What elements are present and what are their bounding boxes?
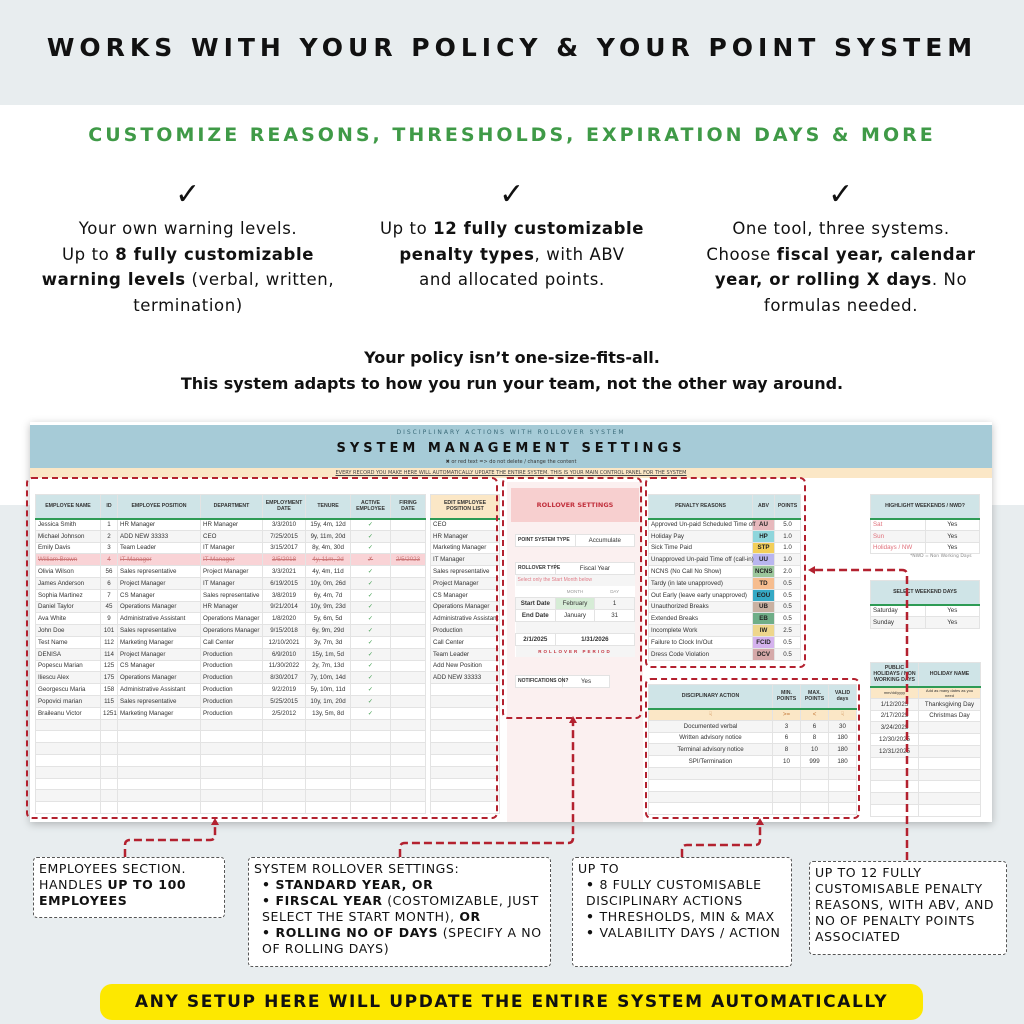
cell: 8	[773, 744, 801, 756]
cell: ADD NEW 33333	[118, 530, 201, 542]
cell: 10y, 0m, 26d	[306, 577, 351, 589]
cell: ✓	[351, 636, 391, 648]
feature-bold: warning levels	[41, 270, 186, 289]
cell: Holiday Pay	[649, 530, 753, 542]
cell: 9y, 11m, 20d	[306, 530, 351, 542]
cell: DENISA	[36, 648, 101, 660]
cell: Holidays / NW	[871, 542, 926, 554]
cell: Yes	[925, 530, 980, 542]
cell: Incomplete Work	[649, 625, 753, 637]
column-header: HOLIDAY NAME	[919, 663, 981, 687]
cell: 0.5	[775, 589, 801, 601]
cell: 0.5	[775, 601, 801, 613]
cell: CS Manager	[431, 589, 500, 601]
cell: ✓	[351, 625, 391, 637]
cell: 10y, 1m, 20d	[306, 695, 351, 707]
feature-bold: fiscal year, calendar	[776, 244, 976, 264]
rollover-period-label: ROLLOVER PERIOD	[516, 645, 635, 657]
abv-badge: AU	[753, 519, 775, 531]
cell: 1/8/2020	[263, 613, 306, 625]
cell: 1.0	[775, 530, 801, 542]
cell: Production	[201, 660, 263, 672]
cell: ✗	[351, 554, 391, 566]
cell: Operations Manager	[201, 625, 263, 637]
cell: Operations Manager	[118, 672, 201, 684]
cell: IT Manager	[201, 542, 263, 554]
cell: 112	[101, 636, 118, 648]
cell: 1	[101, 519, 118, 531]
headline: WORKS WITH YOUR POLICY & YOUR POINT SYSTEM	[46, 33, 978, 62]
cell: Christmas Day	[919, 710, 981, 722]
cell: 10	[773, 756, 801, 768]
cell: 2.0	[775, 566, 801, 578]
cell: Tardy (in late unapproved)	[649, 577, 753, 589]
feature-bold: 8 fully customizable	[115, 244, 314, 264]
cell: John Doe	[36, 625, 101, 637]
cell: 15y, 4m, 12d	[306, 519, 351, 531]
abv-badge: STP	[753, 542, 775, 554]
rollover-title: ROLLOVER SETTINGS	[511, 488, 639, 522]
callout-item: • VALABILITY DAYS / ACTION	[586, 925, 786, 941]
cell: Sun	[871, 530, 926, 542]
column-header: VALID days	[829, 685, 857, 709]
policy-line: This system adapts to how you run your team, not the other way around.	[180, 374, 844, 393]
column-header: ID	[101, 495, 118, 519]
subheadline: CUSTOMIZE REASONS, THRESHOLDS, EXPIRATION DAYS & MORE	[88, 124, 936, 146]
field-label: Start Date	[516, 598, 556, 610]
column-header: MAX. POINTS	[801, 685, 829, 709]
end-day: 31	[595, 610, 635, 622]
cell: IT Manager	[201, 577, 263, 589]
cell: CEO	[201, 530, 263, 542]
cell: ✓	[351, 613, 391, 625]
cell: Popovici marian	[36, 695, 101, 707]
cell: IT Manager	[118, 554, 201, 566]
cell: 7y, 10m, 14d	[306, 672, 351, 684]
cell: 180	[829, 756, 857, 768]
cell: Production	[201, 648, 263, 660]
cell: 115	[101, 695, 118, 707]
cell: ✓	[351, 707, 391, 719]
hint: Add as many dates as you need	[919, 687, 981, 699]
cell: Sales representative	[431, 566, 500, 578]
abv-badge: NCNS	[753, 566, 775, 578]
feature-bold: 12 fully customizable	[433, 219, 645, 238]
cell: Thanksgiving Day	[919, 698, 981, 710]
abv-badge: TD	[753, 577, 775, 589]
cell: ✓	[351, 684, 391, 696]
feature-bold: penalty types	[399, 244, 535, 264]
feature-bold: year, or rolling X days	[714, 270, 932, 289]
cell: Popescu Marian	[36, 660, 101, 672]
abv-badge: UB	[753, 601, 775, 613]
column-header: POINTS	[775, 495, 801, 519]
cell: 5/25/2015	[263, 695, 306, 707]
cell: IT Manager	[431, 554, 500, 566]
cell: 0.5	[775, 613, 801, 625]
cell: 101	[101, 625, 118, 637]
cell: Operations Manager	[201, 613, 263, 625]
cell: SPI/Termination	[649, 756, 773, 768]
cell: James Anderson	[36, 577, 101, 589]
hint: ☟	[829, 709, 857, 721]
feature-text: Choose	[706, 244, 777, 264]
sheet-note: ✖ or red text => do not delete / change the content	[445, 459, 577, 465]
cell: ✓	[351, 660, 391, 672]
cell: IT Manager	[201, 554, 263, 566]
cell: 3/8/2019	[263, 589, 306, 601]
cell: 3/5/2018	[263, 554, 306, 566]
positions-header: EDIT EMPLOYEE POSITION LIST	[431, 495, 500, 519]
feature-text: . No	[931, 270, 968, 289]
callout-bold: STANDARD YEAR, OR	[275, 877, 434, 892]
sheet-warning: EVERY RECORD YOU MAKE HERE WILL AUTOMATICALLY UPDATE THE ENTIRE SYSTEM. THIS IS YOUR MAIN CONTROL PANEL FOR THE SYSTEM	[30, 468, 992, 478]
cell: 8	[801, 732, 829, 744]
column-header: ACTIVE EMPLOYEE	[351, 495, 391, 519]
rollover-type-select[interactable]: Fiscal Year	[555, 563, 634, 575]
cell: 7/25/2015	[263, 530, 306, 542]
cell: 2.5	[775, 625, 801, 637]
column-header: DISCIPLINARY ACTION	[649, 685, 773, 709]
abv-badge: IW	[753, 625, 775, 637]
cell: Georgescu Maria	[36, 684, 101, 696]
cell: 8/30/2017	[263, 672, 306, 684]
hint: ☟	[649, 709, 773, 721]
cell: ✓	[351, 601, 391, 613]
month-header: MONTH	[566, 589, 584, 595]
cell: ✓	[351, 589, 391, 601]
cell: 30	[829, 720, 857, 732]
cell: Sophia Martinez	[36, 589, 101, 601]
cell: 0.5	[775, 648, 801, 660]
cell: Marketing Manager	[431, 542, 500, 554]
cell: CEO	[431, 519, 500, 531]
callout-title: SYSTEM ROLLOVER SETTINGS:	[254, 861, 460, 876]
callout-rollover	[248, 857, 551, 967]
cell: 180	[829, 744, 857, 756]
abv-badge: FCID	[753, 636, 775, 648]
cell: 3/3/2010	[263, 519, 306, 531]
cell: Project Manager	[431, 577, 500, 589]
cell: 3/3/2021	[263, 566, 306, 578]
cell: 6	[101, 577, 118, 589]
cell: Extended Breaks	[649, 613, 753, 625]
cell: Sat	[871, 519, 926, 531]
cell: 2/5/2023	[391, 554, 426, 566]
cell: 1251	[101, 707, 118, 719]
cell: 3y, 7m, 3d	[306, 636, 351, 648]
cell: ✓	[351, 530, 391, 542]
column-header: EMPLOYMENT DATE	[263, 495, 306, 519]
cell: Unapproved Un-paid Time off (call-in)	[649, 554, 753, 566]
feature-text: termination)	[133, 295, 243, 315]
checkmark-icon: ✓	[175, 177, 201, 212]
cell: Production	[431, 625, 500, 637]
cell: 2/17/2025	[871, 710, 919, 722]
callout-item: • 8 FULLY CUSTOMISABLE DISCIPLINARY ACTIONS	[586, 877, 786, 909]
cell: ✓	[351, 542, 391, 554]
field-label: ROLLOVER TYPE	[516, 563, 556, 575]
sheet-title: SYSTEM MANAGEMENT SETTINGS	[336, 441, 686, 456]
cell: Saturday	[871, 605, 926, 617]
cell: 1.0	[775, 542, 801, 554]
callout-text: (COSTOMIZABLE, JUST SELECT THE START MONTH),	[262, 893, 539, 924]
cell: 999	[801, 756, 829, 768]
cell: William Brown	[36, 554, 101, 566]
cell: Sales representative	[118, 625, 201, 637]
cell: Administrative Assistant	[431, 613, 500, 625]
column-header: FIRING DATE	[391, 495, 426, 519]
callout-item	[262, 893, 545, 925]
sheet-kicker: DISCIPLINARY ACTIONS WITH ROLLOVER SYSTEM	[396, 429, 626, 436]
cell: Test Name	[36, 636, 101, 648]
callout-bold: ROLLING NO OF DAYS	[275, 925, 439, 940]
cell: 9/2/2019	[263, 684, 306, 696]
cell: 3	[773, 720, 801, 732]
cell: 10y, 9m, 23d	[306, 601, 351, 613]
cell: Iliescu Alex	[36, 672, 101, 684]
cell: 10	[801, 744, 829, 756]
feature-text: Up to	[62, 244, 116, 264]
feature-text: formulas needed.	[763, 295, 919, 315]
cell: CS Manager	[118, 589, 201, 601]
field-label: NOTIFICATIONS ON?	[516, 676, 563, 688]
feature-text: (verbal, written,	[185, 270, 335, 289]
cell: Administrative Assistant	[118, 613, 201, 625]
cell: Production	[201, 707, 263, 719]
abv-badge: UU	[753, 554, 775, 566]
cell: Sales representative	[201, 589, 263, 601]
cell: Sales representative	[118, 566, 201, 578]
cell: 6y, 9m, 29d	[306, 625, 351, 637]
callout-item	[262, 925, 545, 957]
cell: 8y, 4m, 30d	[306, 542, 351, 554]
day-header: DAY	[610, 589, 620, 595]
column-header: EMPLOYEE POSITION	[118, 495, 201, 519]
cell: 3/15/2017	[263, 542, 306, 554]
cell: Production	[201, 684, 263, 696]
column-header: ABV	[753, 495, 775, 519]
cell: Dress Code Violation	[649, 648, 753, 660]
weekends-header: HIGHLIGHT WEEKENDS / NWD?	[871, 495, 980, 519]
cell: Written advisory notice	[649, 732, 773, 744]
callout-penalties: UP TO 12 FULLY CUSTOMISABLE PENALTY REASONS, WITH ABV, AND NO OF PENALTY POINTS ASSOCIATED	[809, 861, 1007, 955]
callout-text: (SPECIFY A NO OF ROLLING DAYS)	[262, 925, 542, 956]
feature-text: One tool, three systems.	[732, 219, 950, 238]
policy-line: Your policy isn’t one-size-fits-all.	[364, 348, 660, 367]
cell: Documented verbal	[649, 720, 773, 732]
cell: Failure to Clock In/Out	[649, 636, 753, 648]
cell: Sales representative	[118, 695, 201, 707]
cell: 9/15/2018	[263, 625, 306, 637]
callout-employees	[33, 857, 225, 918]
hint: mm/dd/yyyy	[871, 687, 919, 699]
cell: 6/9/2010	[263, 648, 306, 660]
callout-item: • THRESHOLDS, MIN & MAX	[586, 909, 786, 925]
cell: 158	[101, 684, 118, 696]
cell: Terminal advisory notice	[649, 744, 773, 756]
column-header: PUBLIC HOLIDAYS / NON WORKING DAYS	[871, 663, 919, 687]
cell: Emily Davis	[36, 542, 101, 554]
callout-bold: FIRSCAL YEAR	[275, 893, 383, 908]
period-end: 1/31/2026	[555, 633, 634, 645]
callout-item	[262, 877, 545, 893]
cell: Yes	[925, 616, 980, 628]
cell: 180	[829, 732, 857, 744]
period-start: 2/1/2025	[516, 633, 556, 645]
cell: Ava White	[36, 613, 101, 625]
cell: CS Manager	[118, 660, 201, 672]
cell: 175	[101, 672, 118, 684]
hint: >=	[773, 709, 801, 721]
feature-text: , with ABV	[534, 244, 625, 264]
cell: Production	[201, 695, 263, 707]
cell: Team Leader	[431, 648, 500, 660]
cell: Olivia Wilson	[36, 566, 101, 578]
abv-badge: DCV	[753, 648, 775, 660]
abv-badge: HP	[753, 530, 775, 542]
callout-actions	[572, 857, 792, 967]
cell: Unauthorized Breaks	[649, 601, 753, 613]
cell: Out Early (leave early unapproved)	[649, 589, 753, 601]
cell: 6	[773, 732, 801, 744]
cell: 9	[101, 613, 118, 625]
cell: Jessica Smith	[36, 519, 101, 531]
cell: 3/24/2025	[871, 722, 919, 734]
cell: ✓	[351, 519, 391, 531]
cell: 2/5/2012	[263, 707, 306, 719]
field-label: POINT SYSTEM TYPE	[516, 535, 576, 547]
cell: 9/21/2014	[263, 601, 306, 613]
nwd-note: *NWD = Non Working Days	[910, 554, 972, 559]
field-label: End Date	[516, 610, 556, 622]
cell: 2	[101, 530, 118, 542]
cell: Add New Position	[431, 660, 500, 672]
notifications-select[interactable]: Yes	[563, 676, 610, 688]
start-month-select[interactable]: February	[555, 598, 595, 610]
cell: Michael Johnson	[36, 530, 101, 542]
cell: ✓	[351, 566, 391, 578]
callout-text: EMPLOYEES SECTION. HANDLES	[39, 861, 187, 892]
checkmark-icon: ✓	[828, 177, 854, 212]
cell: 7	[101, 589, 118, 601]
column-header: MIN. POINTS	[773, 685, 801, 709]
cell: NCNS (No Call No Show)	[649, 566, 753, 578]
point-type-select[interactable]: Accumulate	[575, 535, 635, 547]
feature-text: and allocated points.	[419, 270, 605, 289]
cell: Daniel Taylor	[36, 601, 101, 613]
cell: 6/19/2015	[263, 577, 306, 589]
callout-bold: UP TO 100 EMPLOYEES	[39, 877, 187, 908]
cell: Marketing Manager	[118, 707, 201, 719]
cell: Approved Un-paid Scheduled Time off	[649, 519, 753, 531]
cell: Call Center	[201, 636, 263, 648]
cell: Call Center	[431, 636, 500, 648]
bottom-banner: ANY SETUP HERE WILL UPDATE THE ENTIRE SYSTEM AUTOMATICALLY	[100, 984, 923, 1020]
cell: HR Manager	[201, 519, 263, 531]
cell: 3	[101, 542, 118, 554]
cell: 5y, 10m, 11d	[306, 684, 351, 696]
cell: Project Manager	[118, 577, 201, 589]
weekend-days-header: SELECT WEEKEND DAYS	[871, 581, 980, 605]
cell: 2y, 7m, 13d	[306, 660, 351, 672]
cell: Sunday	[871, 616, 926, 628]
cell: 13y, 5m, 8d	[306, 707, 351, 719]
abv-badge: EOU	[753, 589, 775, 601]
cell: Sick Time Paid	[649, 542, 753, 554]
cell: 4y, 11m, 2d	[306, 554, 351, 566]
cell: ✓	[351, 672, 391, 684]
cell: 11/30/2022	[263, 660, 306, 672]
cell: Administrative Assistant	[118, 684, 201, 696]
cell: Yes	[925, 605, 980, 617]
column-header: PENALTY REASONS	[649, 495, 753, 519]
checkmark-icon: ✓	[499, 177, 525, 212]
cell: 15y, 1m, 5d	[306, 648, 351, 660]
cell: Project Manager	[118, 648, 201, 660]
feature-text: Your own warning levels.	[78, 219, 298, 238]
end-month: January	[555, 610, 595, 622]
rollover-hint: Select only the Start Month below	[516, 574, 635, 586]
cell: Project Manager	[201, 566, 263, 578]
cell: 125	[101, 660, 118, 672]
callout-title: UP TO	[578, 861, 620, 876]
cell: Operations Manager	[118, 601, 201, 613]
cell: 0.5	[775, 636, 801, 648]
cell: 6	[801, 720, 829, 732]
cell: 5.0	[775, 519, 801, 531]
cell: Team Leader	[118, 542, 201, 554]
cell: ✓	[351, 577, 391, 589]
column-header: DEPARTMENT	[201, 495, 263, 519]
feature-text: Up to	[379, 219, 434, 238]
cell: 1.0	[775, 554, 801, 566]
cell: 12/31/2025	[871, 745, 919, 757]
cell: 5y, 6m, 5d	[306, 613, 351, 625]
cell: Marketing Manager	[118, 636, 201, 648]
cell: ✓	[351, 695, 391, 707]
column-header: EMPLOYEE NAME	[36, 495, 101, 519]
cell: Braileanu Victor	[36, 707, 101, 719]
column-header: TENURE	[306, 495, 351, 519]
abv-badge: EB	[753, 613, 775, 625]
cell: ADD NEW 33333	[431, 672, 500, 684]
hint: <	[801, 709, 829, 721]
cell: 4	[101, 554, 118, 566]
cell: 1/12/2025	[871, 698, 919, 710]
cell: 56	[101, 566, 118, 578]
cell: HR Manager	[431, 530, 500, 542]
cell: 4y, 4m, 11d	[306, 566, 351, 578]
cell: HR Manager	[118, 519, 201, 531]
cell: 45	[101, 601, 118, 613]
cell: Yes	[925, 542, 980, 554]
cell: 0.5	[775, 577, 801, 589]
cell: 12/10/2021	[263, 636, 306, 648]
start-day: 1	[595, 598, 635, 610]
cell: ✓	[351, 648, 391, 660]
cell: 12/30/2025	[871, 734, 919, 746]
callout-bold: OR	[459, 909, 481, 924]
cell: Operations Manager	[431, 601, 500, 613]
cell: 114	[101, 648, 118, 660]
cell: 6y, 4m, 7d	[306, 589, 351, 601]
cell: HR Manager	[201, 601, 263, 613]
cell: Production	[201, 672, 263, 684]
cell: Yes	[925, 519, 980, 531]
